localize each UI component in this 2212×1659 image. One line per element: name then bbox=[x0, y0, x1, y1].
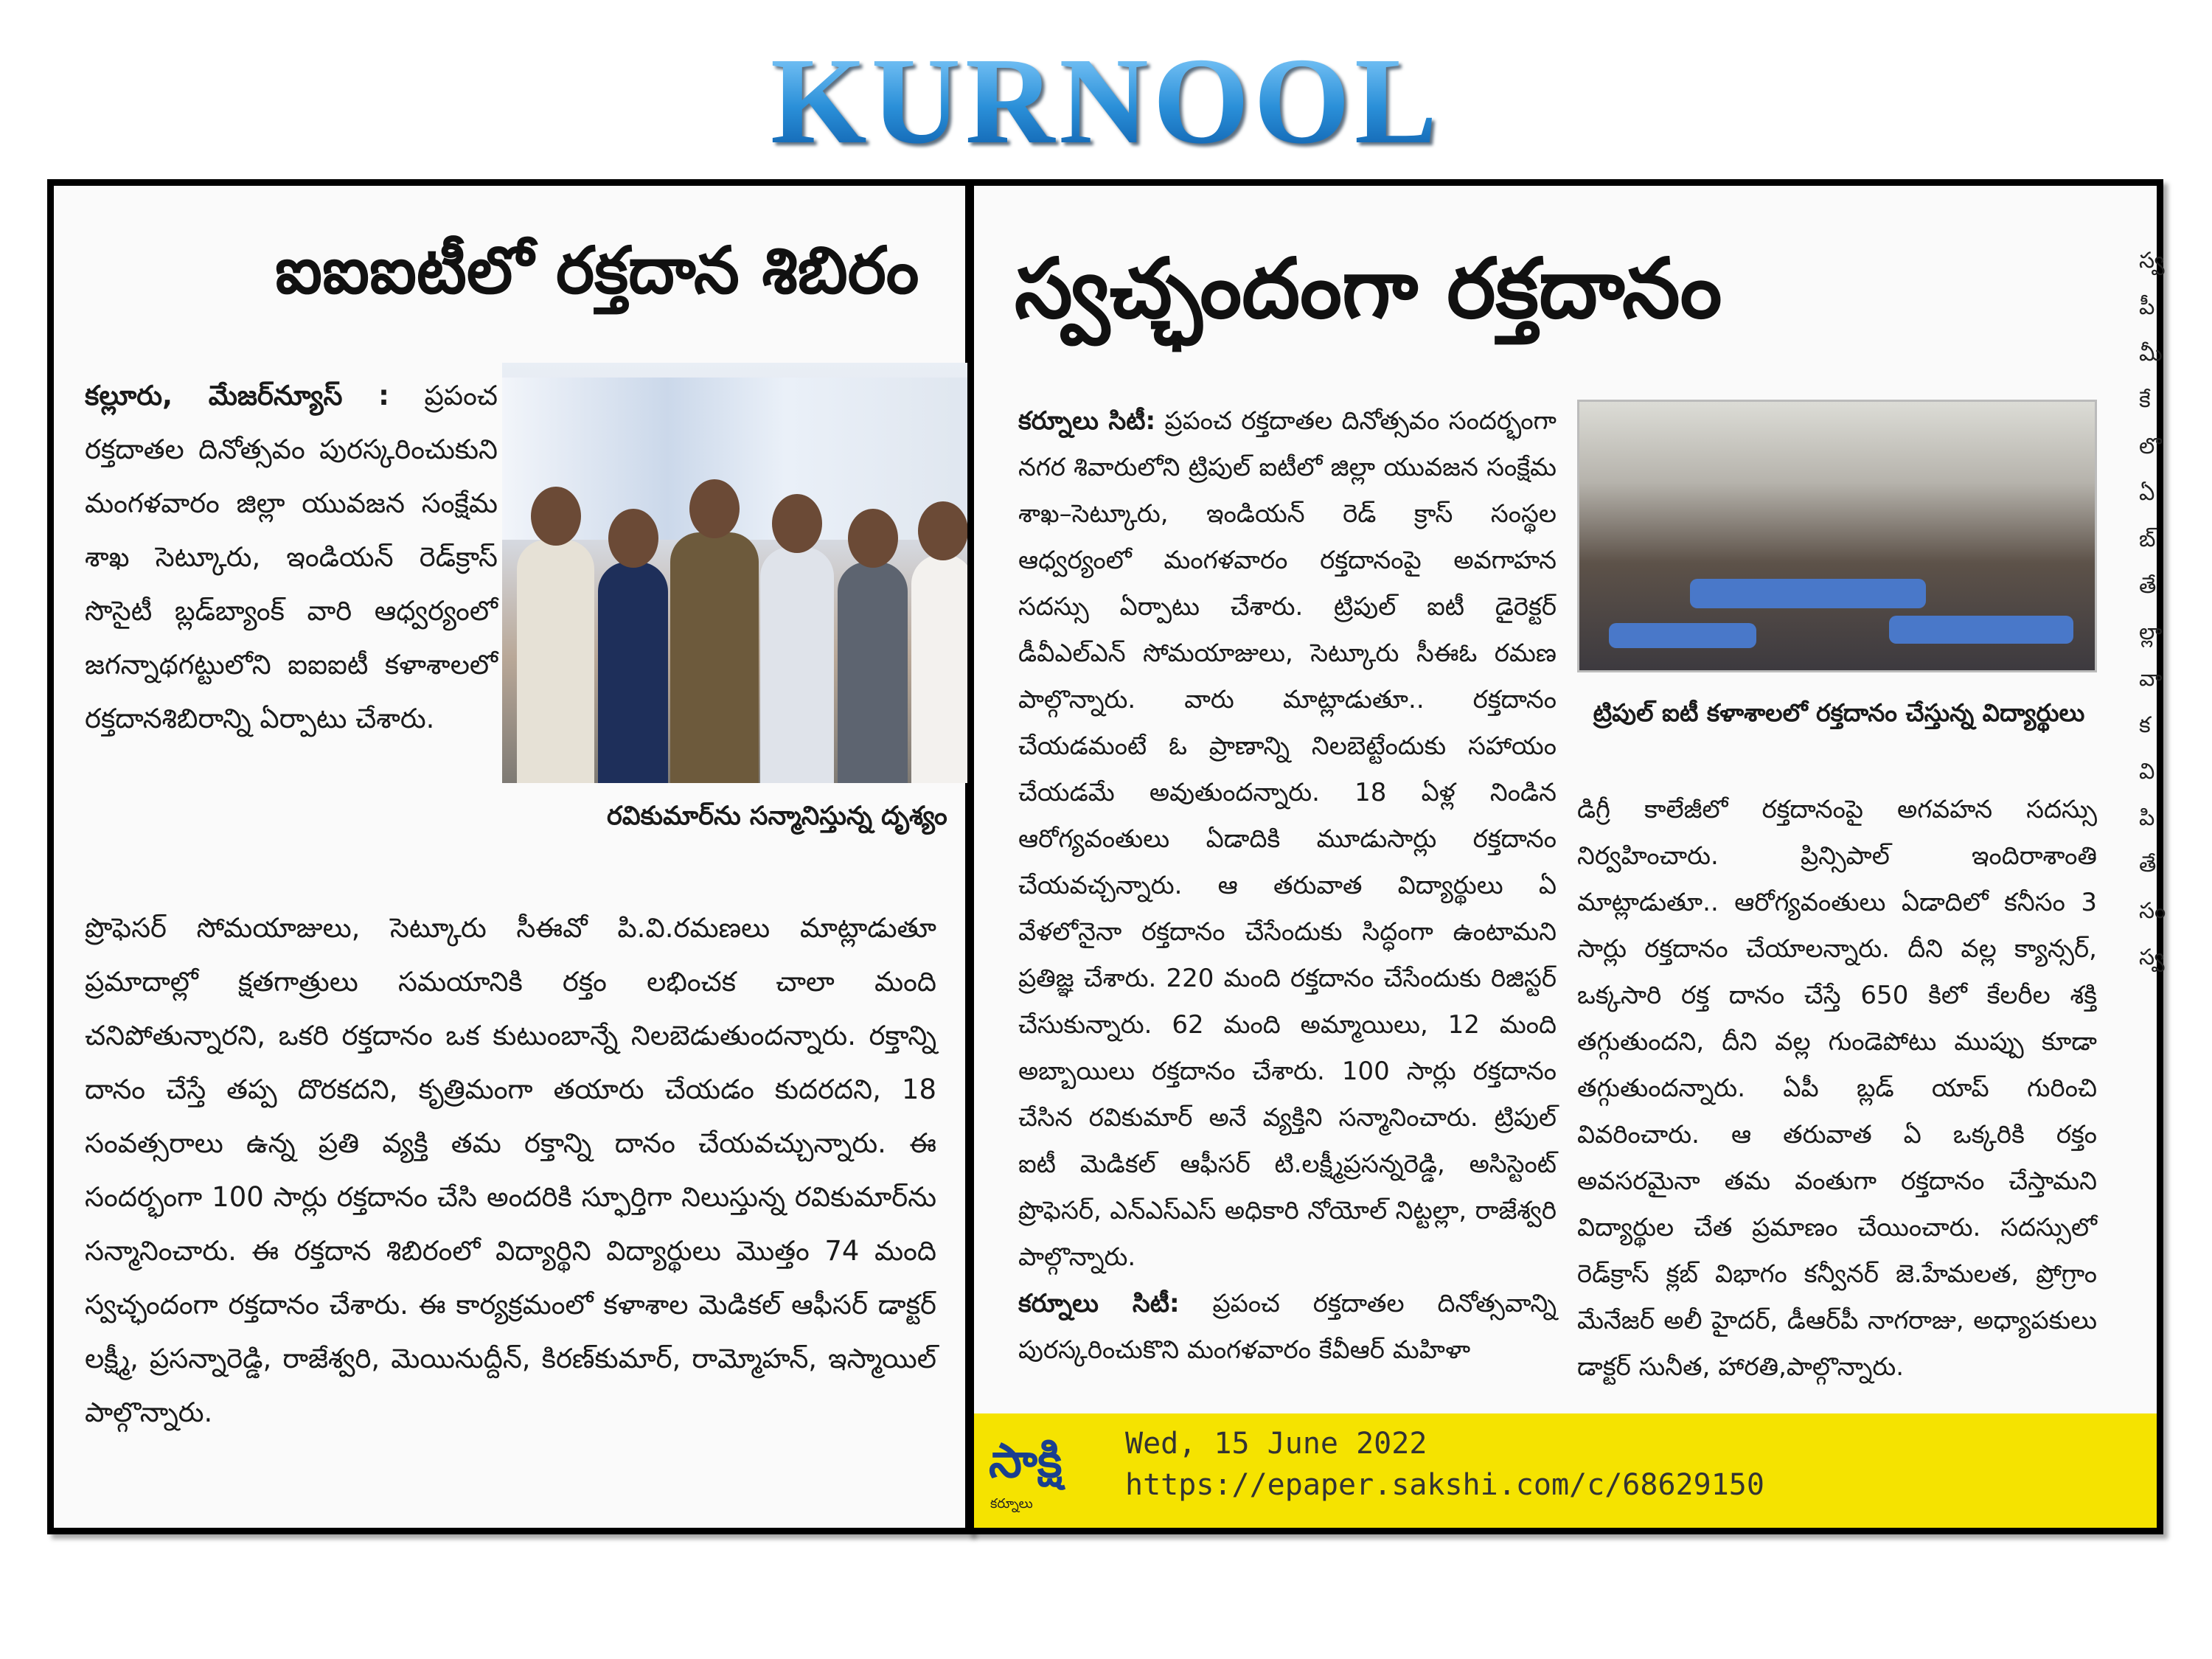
left-clipping bbox=[47, 179, 972, 1534]
photo-person bbox=[911, 554, 974, 783]
right-column-1 bbox=[1018, 398, 1557, 1416]
right-headline: స్వచ్ఛందంగా రక్తదానం bbox=[1015, 241, 1722, 337]
left-column-body: ప్రపంచ రక్తదాతల దినోత్సవం పురస్కరించుకుని మంగళవారం జిల్లా యువజన సంక్షేమ శాఖ సెట్కూరు, ఇండియన్ రెడ్‌క్రాస్ సొసైటీ బ్లడ్‌బ్యాంక్ వారి ఆధ్వర్యంలో జగన్నాథగట్టులోని ఐఐఐటీ కళాశాలలో రక్తదానశిబిరాన్ని ఏర్పాటు చేశారు. bbox=[85, 380, 498, 734]
epaper-footer bbox=[974, 1413, 2157, 1528]
sakshi-logo-sub: కర్నూలు bbox=[990, 1496, 1033, 1512]
left-full-text: ప్రొఫెసర్ సోమయాజులు, సెట్కూరు సీఈవో పి.వి.రమణలు మాట్లాడుతూ ప్రమాదాల్లో క్షతగాత్రులు సమయానికి రక్తం లభించక చాలా మంది చనిపోతున్నారని, ఒకరి రక్తదానం ఒక కుటుంబాన్నే నిలబెడుతుందన్నారు. రక్తాన్ని దానం చేస్తే తప్ప దొరకదని, కృత్రిమంగా తయారు చేయడం కుదరదని, 18 సంవత్సరాలు ఉన్న ప్రతి వ్యక్తి తమ రక్తాన్ని దానం చేయవచ్చున్నారు. ఈ సందర్భంగా 100 సార్లు రక్తదానం చేసి అందరికి స్ఫూర్తిగా నిలుస్తున్న రవికుమార్‌ను సన్మానించారు. ఈ రక్తదాన శిబిరంలో విద్యార్థిని విద్యార్థులు మొత్తం 74 మంది స్వచ్ఛందంగా రక్తదానం చేశారు. ఈ కార్యక్రమంలో కళాశాల మెడికల్ ఆఫీసర్ డాక్టర్ లక్ష్మీ, ప్రసన్నారెడ్డి, రాజేశ్వరి, మెయినుద్దీన్, కిరణ్‌కుమార్, రామ్మోహన్, ఇస్మాయిల్ పాల్గొన్నారు. bbox=[85, 912, 936, 1428]
footer-date: Wed, 15 June 2022 bbox=[1125, 1427, 1427, 1461]
next-column-edge: స్వ పీ మీ కే లొ ఏ బ్ తే ల్లా వా క వి పి తే సం స్వ bbox=[2139, 248, 2166, 970]
right-column-2: డిగ్రీ కాలేజీలో రక్తదానంపై అగవహన సదస్సు నిర్వహించారు. ప్రిన్సిపాల్ ఇందిరాశాంతి మాట్లాడుతూ.. ఆరోగ్యవంతులు ఏడాదిలో కనీసం 3 సార్లు రక్తదానం చేయాలన్నారు. దీని వల్ల క్యాన్సర్, ఒక్కసారి రక్త దానం చేస్తే 650 కిలో కేలరీల శక్తి తగ్గుతుందని, దీని వల్ల గుండెపోటు ముప్పు కూడా తగ్గుతుందన్నారు. ఏపీ బ్లడ్ యాప్ గురించి వివరించారు. ఆ తరువాత ఏ ఒక్కరికి రక్తం అవసరమైనా తమ వంతుగా రక్తదానం చేస్తామని విద్యార్థుల చేత ప్రమాణం చేయించారు. సదస్సులో రెడ్‌క్రాస్ క్లబ్ విభాగం కన్వీనర్ జె.హేమలత, ప్రోగ్రాం మేనేజర్ అలీ హైదర్, డీఆర్‌పీ నాగరాజు, అధ్యాపకులు డాక్టర్ సునీత, హారతి,పాల్గొన్నారు. bbox=[1577, 795, 2097, 1382]
footer-url[interactable]: https://epaper.sakshi.com/c/68629150 bbox=[1125, 1468, 1764, 1502]
right-dateline-2: కర్నూలు సిటీ: bbox=[1018, 1289, 1180, 1318]
right-column-1-body: ప్రపంచ రక్తదాతల దినోత్సవం సందర్భంగా నగర శివారులోని ట్రిపుల్ ఐటీలో జిల్లా యువజన సంక్షేమ శాఖ–సెట్కూరు, ఇండియన్ రెడ్ క్రాస్ సంస్థల ఆధ్వర్యంలో మంగళవారం రక్తదానంపై అవగాహన సదస్సు ఏర్పాటు చేశారు. ట్రిపుల్ ఐటీ డైరెక్టర్ డీవీఎల్ఎన్ సోమయాజులు, సెట్కూరు సీఈఓ రమణ పాల్గొన్నారు. వారు మాట్లాడుతూ.. రక్తదానం చేయడమంటే ఓ ప్రాణాన్ని నిలబెట్టేందుకు సహాయం చేయడమే అవుతుందన్నారు. 18 ఏళ్ల నిండిన ఆరోగ్యవంతులు ఏడాదికి మూడుసార్లు రక్తదానం చేయవచ్చన్నారు. ఆ తరువాత విద్యార్థులు ఏ వేళలోనైనా రక్తదానం చేసేందుకు సిద్ధంగా ఉంటామని ప్రతిజ్ఞ చేశారు. 220 మంది రక్తదానం చేసేందుకు రిజిస్టర్ చేసుకున్నారు. 62 మంది అమ్మాయిలు, 12 మంది అబ్బాయిలు రక్తదానం చేశారు. 100 సార్లు రక్తదానం చేసిన రవికుమార్ అనే వ్యక్తిని సన్మానించారు. ట్రిపుల్ ఐటీ మెడికల్ ఆఫీసర్ టి.లక్ష్మీప్రసన్నరెడ్డి, అసిస్టెంట్ ప్రొఫెసర్, ఎన్ఎస్ఎస్ అధికారి నోయోల్ నిట్టల్లా, రాజేశ్వరి పాల్గొన్నారు. bbox=[1018, 406, 1557, 1272]
left-dateline: కల్లూరు, మేజర్‌న్యూస్ : bbox=[85, 380, 389, 411]
photo-person bbox=[838, 562, 908, 783]
left-column-text bbox=[85, 369, 498, 907]
right-photo-caption: ట్రిపుల్ ఐటీ కళాశాలలో రక్తదానం చేస్తున్న విద్యార్థులు bbox=[1593, 698, 2085, 727]
photo-bed bbox=[1609, 623, 1756, 648]
page-title: KURNOOL bbox=[0, 38, 2212, 164]
sakshi-logo: సాక్షి bbox=[989, 1434, 1062, 1489]
photo-person bbox=[760, 547, 834, 783]
photo-person bbox=[517, 540, 594, 783]
left-headline: ఐఐఐటీలో రక్తదాన శిబిరం bbox=[275, 232, 919, 308]
photo-bed bbox=[1889, 616, 2073, 644]
photo-person bbox=[598, 562, 668, 783]
photo-person bbox=[670, 532, 759, 783]
left-photo-caption: రవికుమార్‌ను సన్మానిస్తున్న దృశ్యం bbox=[607, 801, 947, 831]
right-dateline-1: కర్నూలు సిటీ: bbox=[1018, 406, 1156, 436]
left-photo bbox=[502, 363, 975, 783]
right-photo bbox=[1577, 400, 2097, 672]
right-clipping bbox=[967, 179, 2166, 1534]
photo-bed bbox=[1690, 579, 1926, 608]
right-column-1-body-2: ప్రపంచ రక్తదాతల దినోత్సవాన్ని పురస్కరించుకొని మంగళవారం కేవీఆర్ మహిళా bbox=[1018, 1289, 1557, 1365]
